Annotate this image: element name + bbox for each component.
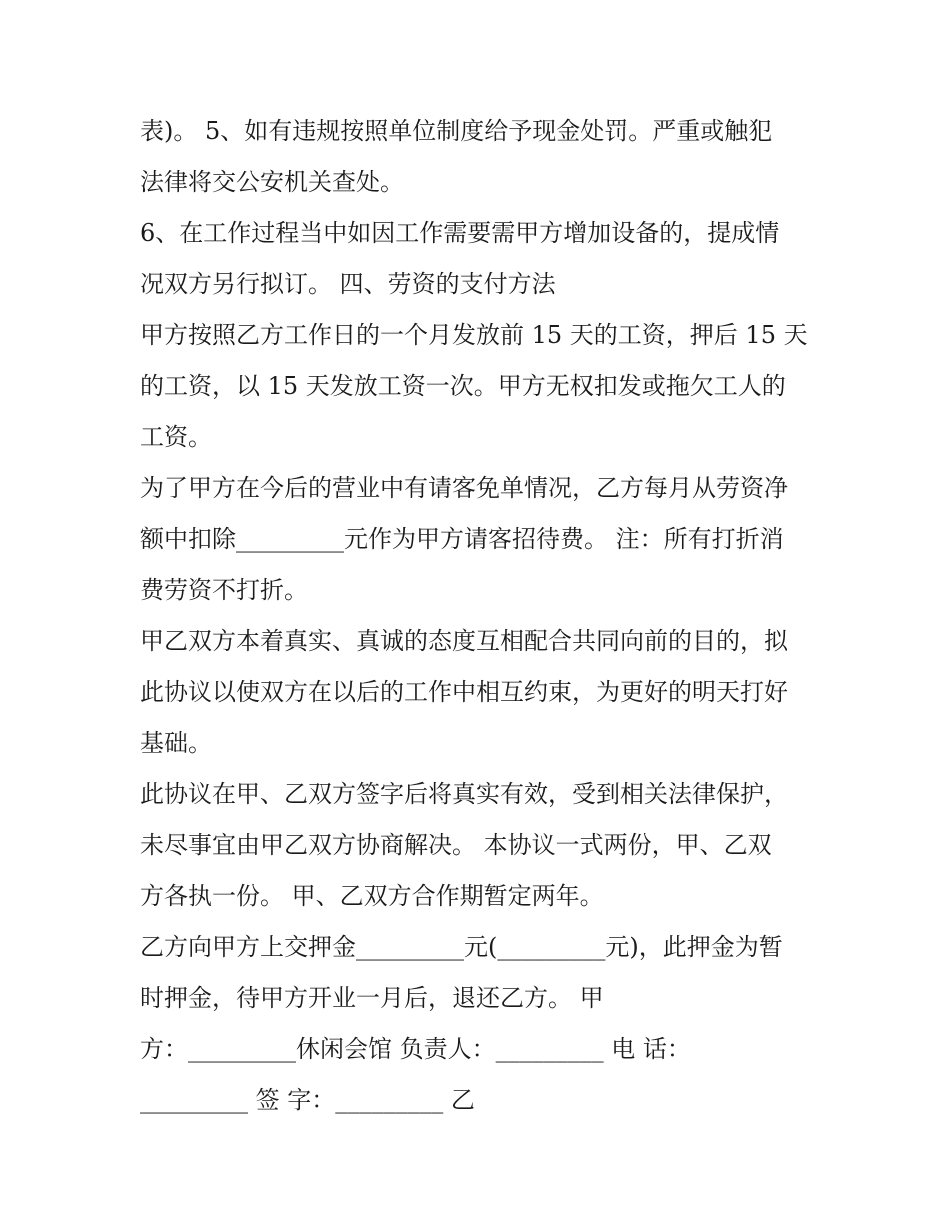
text-line: 6、在工作过程当中如因工作需要需甲方增加设备的，提成情 (140, 219, 780, 247)
text-line: 此协议以使双方在以后的工作中相互约束，为更好的明天打好 (140, 678, 788, 706)
text-line: 甲乙双方本着真实、真诚的态度互相配合共同向前的目的，拟 (140, 627, 788, 655)
text-line: 未尽事宜由甲乙双方协商解决。 本协议一式两份，甲、乙双 (140, 831, 772, 859)
text-line: 甲方按照乙方工作日的一个月发放前 15 天的工资，押后 15 天 (140, 321, 808, 349)
text-line: 方各执一份。 甲、乙双方合作期暂定两年。 (140, 882, 604, 910)
text-line: 工资。 (140, 423, 212, 451)
text-line: 基础。 (140, 729, 212, 757)
text-line: 的工资，以 15 天发放工资一次。甲方无权扣发或拖欠工人的 (140, 372, 786, 400)
text-line: 时押金，待甲方开业一月后，退还乙方。 甲 (140, 984, 604, 1012)
text-line: 此协议在甲、乙双方签字后将真实有效，受到相关法律保护， (140, 780, 788, 808)
document-body (140, 106, 820, 1126)
text-line: 表)。 5、如有违规按照单位制度给予现金处罚。严重或触犯 (140, 117, 773, 145)
text-line: 乙方向甲方上交押金_________元(_________元)，此押金为暂 (140, 933, 783, 961)
text-line: 额中扣除_________元作为甲方请客招待费。 注：所有打折消 (140, 525, 784, 553)
text-line: 方：_________休闲会馆 负责人：_________ 电 话： (140, 1035, 691, 1063)
text-line: _________ 签 字：_________ 乙 (140, 1086, 475, 1114)
text-line: 况双方另行拟订。 四、劳资的支付方法 (140, 270, 556, 298)
text-line: 为了甲方在今后的营业中有请客免单情况，乙方每月从劳资净 (140, 474, 788, 502)
text-line: 法律将交公安机关查处。 (140, 168, 404, 196)
text-line: 费劳资不打折。 (140, 576, 308, 604)
